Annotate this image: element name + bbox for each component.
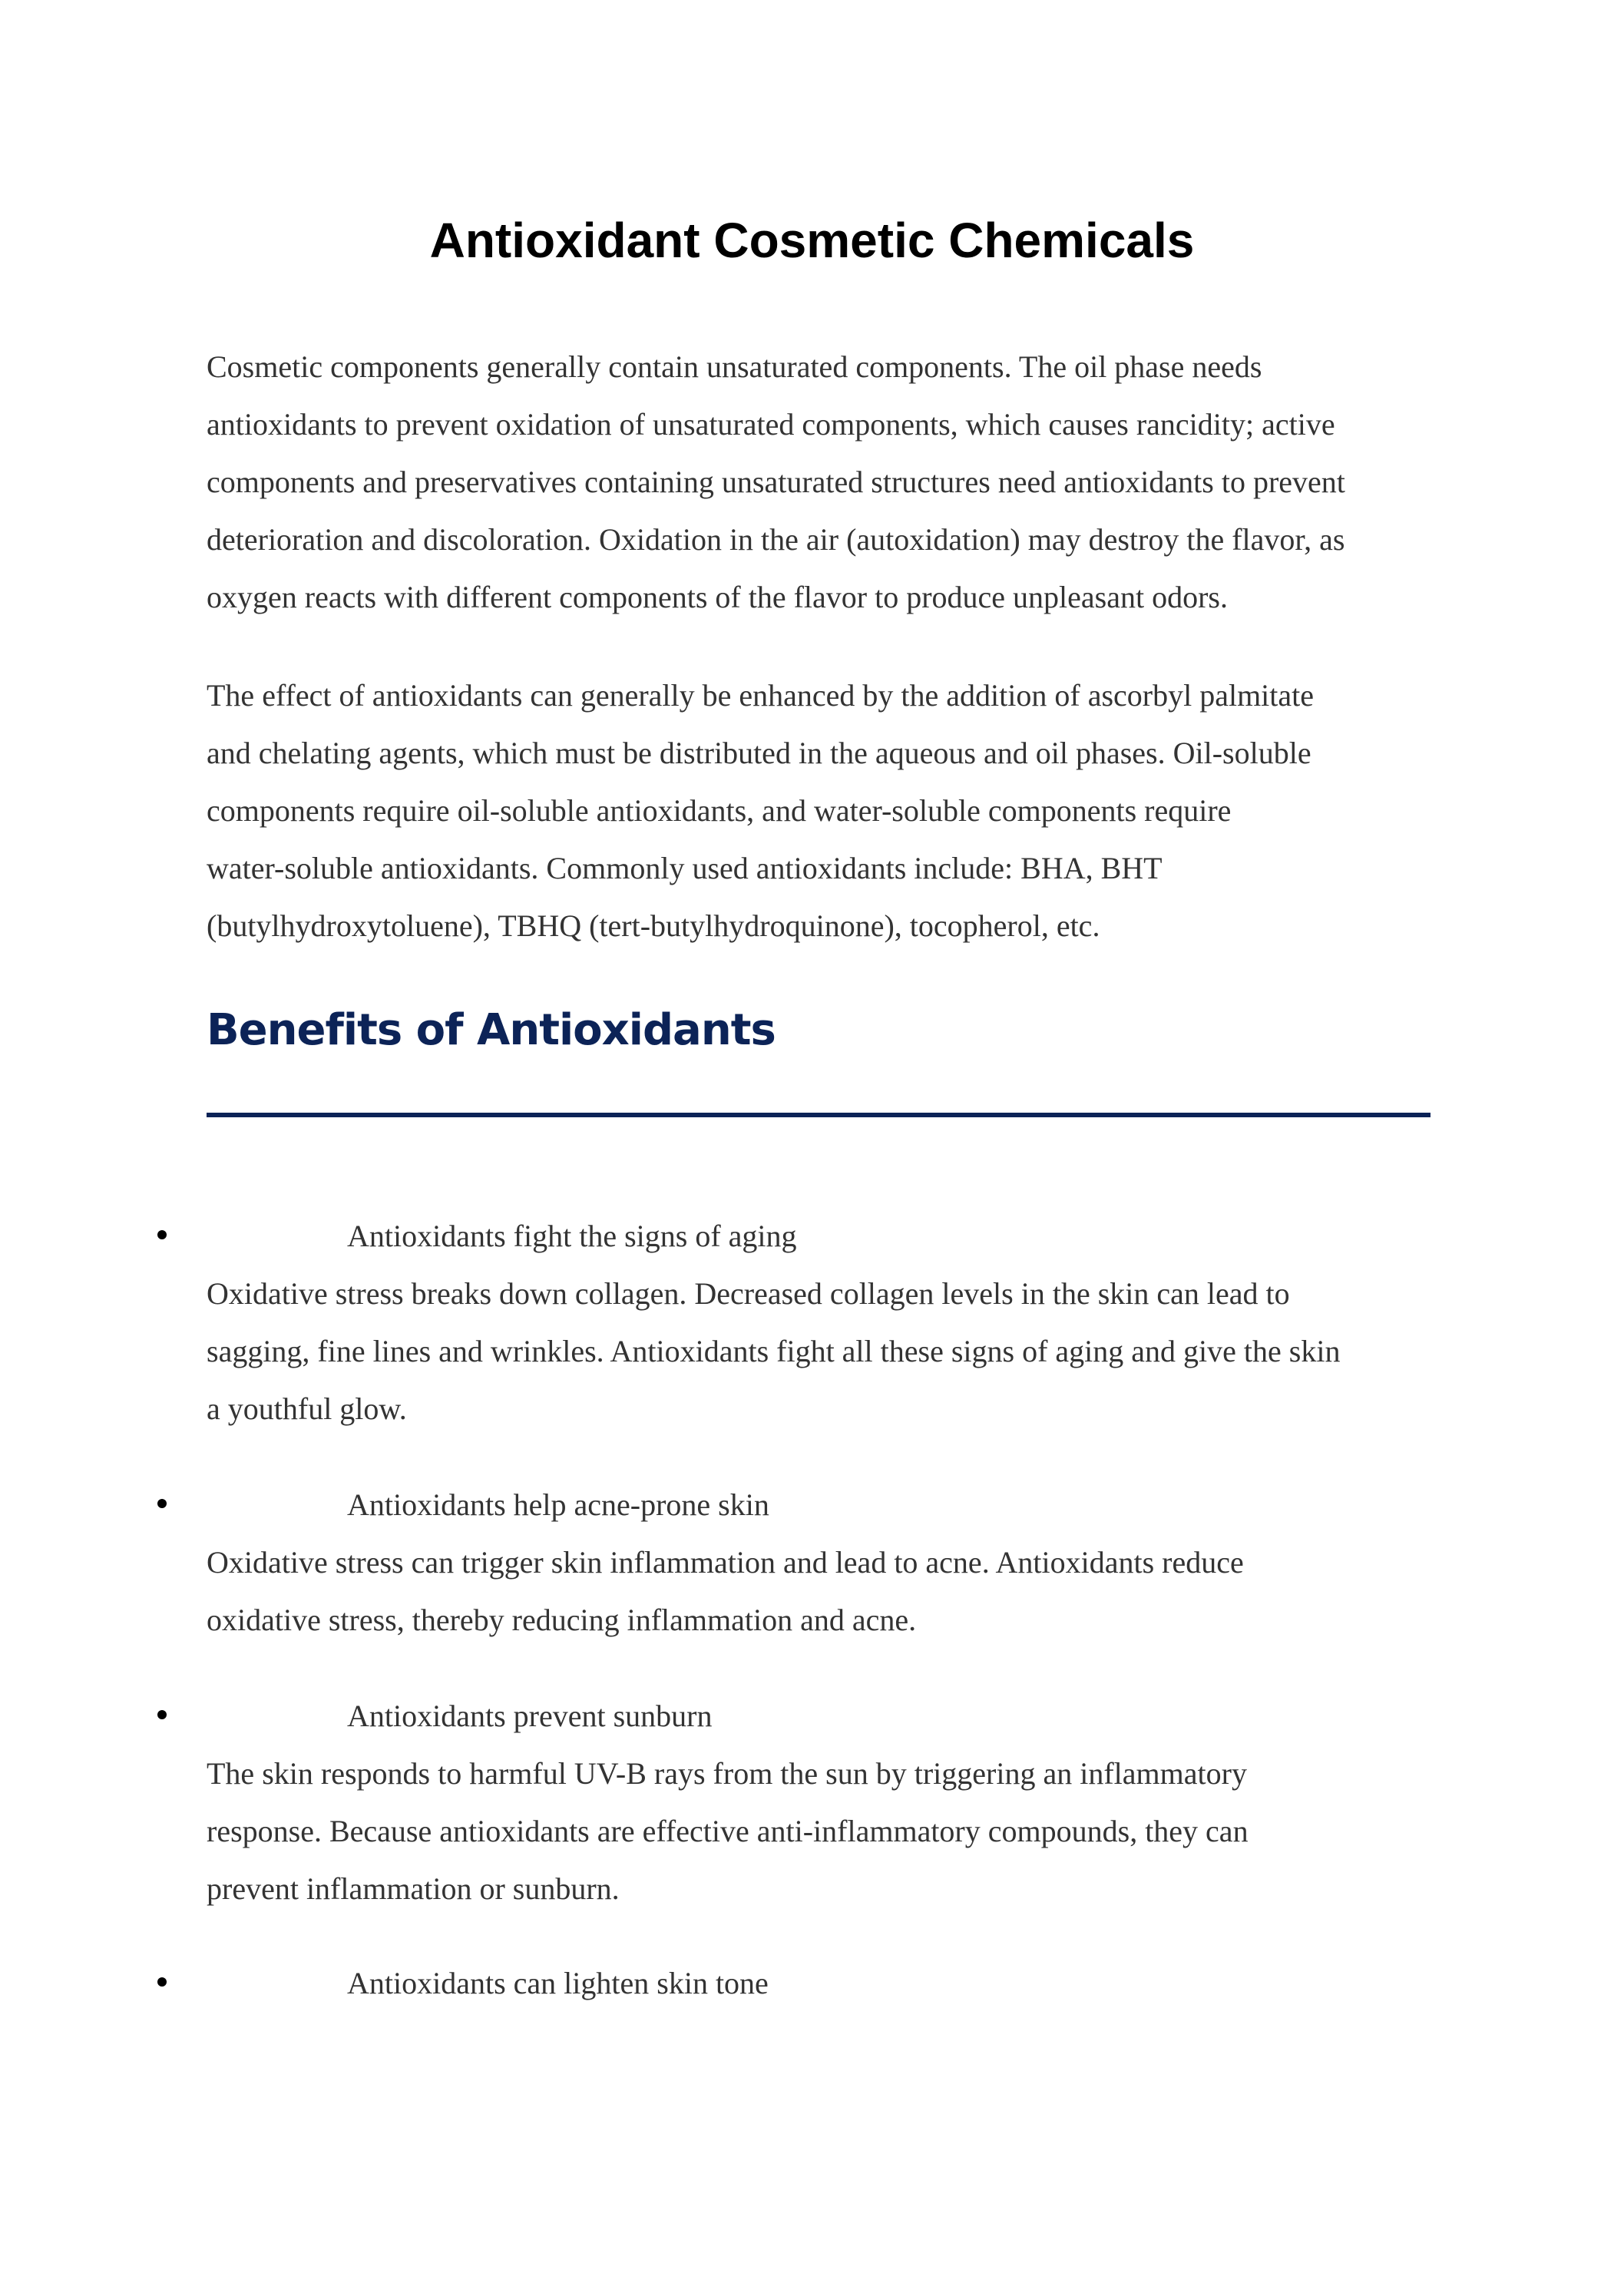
list-item-description [207,1533,1244,1649]
text-line: and chelating agents, which must be distributed in the aqueous and oil phases. Oil-soluble [207,736,1311,770]
text-line: a youthful glow. [207,1391,407,1426]
text-line: sagging, fine lines and wrinkles. Antioxidants fight all these signs of aging and give the skin [207,1334,1341,1368]
list-item-title: Antioxidants prevent sunburn [347,1699,713,1733]
bullet-icon [157,1977,167,1987]
list-item-title: Antioxidants fight the signs of aging [347,1219,797,1253]
text-line: deterioration and discoloration. Oxidation in the air (autoxidation) may destroy the flavor, as [207,522,1345,557]
text-line: water-soluble antioxidants. Commonly used antioxidants include: BHA, BHT [207,851,1163,885]
bullet-icon [157,1230,167,1239]
list-item-title: Antioxidants help acne-prone skin [347,1487,769,1522]
intro-paragraph-1 [207,338,1345,626]
text-line: (butylhydroxytoluene), TBHQ (tert-butylhydroquinone), tocopherol, etc. [207,908,1100,943]
text-line: components require oil-soluble antioxidants, and water-soluble components require [207,793,1232,828]
text-line: The skin responds to harmful UV-B rays from the sun by triggering an inflammatory [207,1756,1247,1791]
text-line: components and preservatives containing unsaturated structures need antioxidants to prevent [207,465,1345,499]
text-line: prevent inflammation or sunburn. [207,1871,620,1906]
text-line: Oxidative stress breaks down collagen. Decreased collagen levels in the skin can lead to [207,1276,1290,1311]
section-heading: Benefits of Antioxidants [207,1005,776,1055]
text-line: The effect of antioxidants can generally be enhanced by the addition of ascorbyl palmitate [207,678,1315,713]
text-line: oxidative stress, thereby reducing inflammation and acne. [207,1603,917,1637]
page-title: Antioxidant Cosmetic Chemicals [429,213,1195,268]
text-line: Cosmetic components generally contain unsaturated components. The oil phase needs [207,349,1262,384]
bullet-icon [157,1499,167,1508]
list-item-description [207,1265,1340,1437]
list-item-description [207,1745,1249,1917]
text-line: oxygen reacts with different components of the flavor to produce unpleasant odors. [207,580,1228,614]
text-line: response. Because antioxidants are effective anti-inflammatory compounds, they can [207,1814,1249,1848]
bullet-icon [157,1710,167,1719]
text-line: antioxidants to prevent oxidation of unsaturated components, which causes rancidity; active [207,407,1335,442]
list-item-title: Antioxidants can lighten skin tone [347,1966,769,2000]
text-line: Oxidative stress can trigger skin inflammation and lead to acne. Antioxidants reduce [207,1545,1244,1580]
intro-paragraph-2 [207,667,1314,954]
heading-divider [207,1113,1431,1117]
